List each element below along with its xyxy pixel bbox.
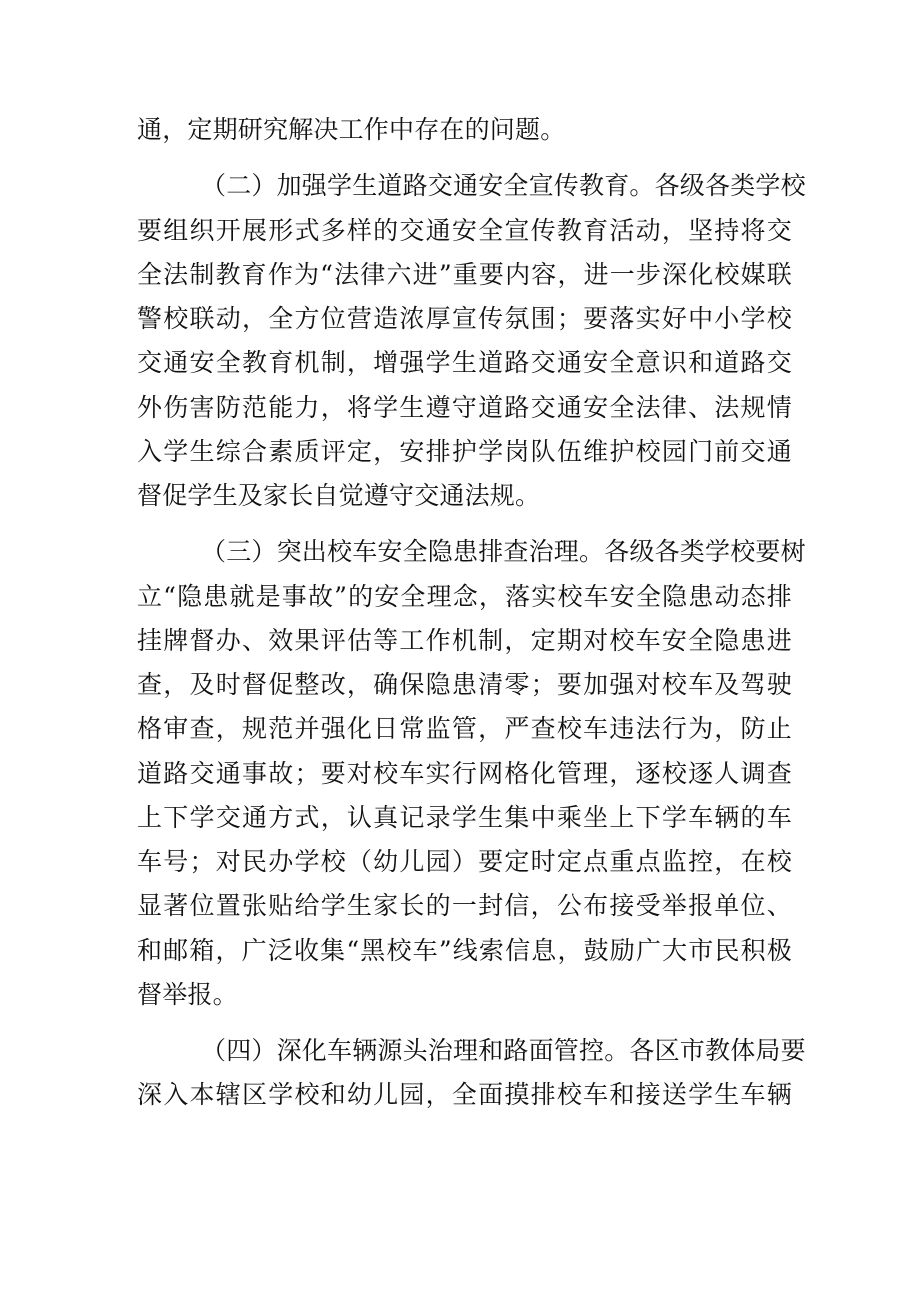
paragraph-line: 外伤害防范能力，将学生遵守道路交通安全法律、法规情 xyxy=(137,392,792,422)
paragraph-line: 通，定期研究解决工作中存在的问题。 xyxy=(137,115,566,144)
paragraph-line: 要组织开展形式多样的交通安全宣传教育活动，坚持将交 xyxy=(137,215,792,245)
paragraph-line: 显著位置张贴给学生家长的一封信，公布接受举报单位、 xyxy=(137,891,792,921)
paragraph-line: 上下学交通方式，认真记录学生集中乘坐上下学车辆的车 xyxy=(137,802,792,832)
paragraph-line: 入学生综合素质评定，安排护学岗队伍维护校园门前交通 xyxy=(137,436,792,466)
paragraph-line: 车号；对民办学校（幼儿园）要定时定点重点监控，在校 xyxy=(137,847,792,876)
paragraph-line: 督举报。 xyxy=(137,979,238,1009)
document-body xyxy=(137,108,806,1118)
paragraph-line: 挂牌督办、效果评估等工作机制，定期对校车安全隐患进 xyxy=(137,625,792,655)
paragraph-line: （二）加强学生道路交通安全宣传教育。各级各类学校 xyxy=(201,171,806,201)
paragraph-line: （四）深化车辆源头治理和路面管控。各区市教体局要 xyxy=(201,1036,806,1065)
paragraph-line: 查，及时督促整改，确保隐患清零；要加强对校车及驾驶 xyxy=(137,670,792,699)
paragraph-line: （三）突出校车安全隐患排查治理。各级各类学校要树 xyxy=(201,537,806,567)
paragraph-line: 警校联动，全方位营造浓厚宣传氛围；要落实好中小学校 xyxy=(137,304,792,333)
paragraph-line: 道路交通事故；要对校车实行网格化管理，逐校逐人调查 xyxy=(137,758,792,788)
paragraph-line: 交通安全教育机制，增强学生道路交通安全意识和道路交 xyxy=(137,348,792,378)
paragraph-line: 全法制教育作为“法律六进”重要内容，进一步深化校媒联 xyxy=(137,259,792,289)
paragraph-line: 和邮箱，广泛收集“黑校车”线索信息，鼓励广大市民积极 xyxy=(137,935,792,965)
paragraph-line: 立“隐患就是事故”的安全理念，落实校车安全隐患动态排 xyxy=(137,581,792,611)
paragraph-line: 督促学生及家长自觉遵守交通法规。 xyxy=(137,481,541,510)
paragraph-line: 格审查，规范并强化日常监管，严查校车违法行为，防止 xyxy=(137,714,792,744)
paragraph-line: 深入本辖区学校和幼儿园，全面摸排校车和接送学生车辆 xyxy=(137,1080,792,1110)
